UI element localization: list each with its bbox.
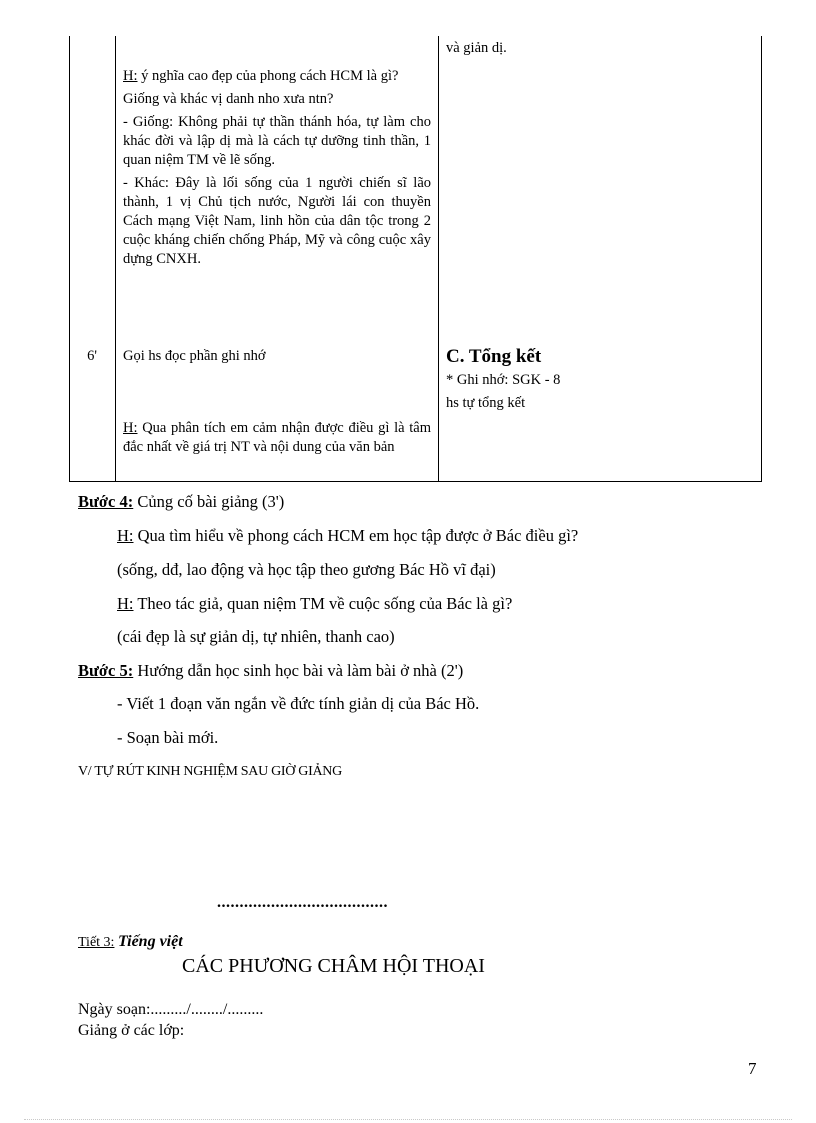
teacher-instruction: Gọi hs đọc phần ghi nhớ	[123, 348, 266, 364]
section-5-title: V/ TỰ RÚT KINH NGHIỆM SAU GIỜ GIẢNG	[78, 764, 342, 779]
table-cell-teacher-row1	[123, 67, 431, 273]
teacher-answer-khac: - Khác: Đây là lối sống của 1 người chiến sĩ lão thành, 1 vị Chủ tịch nước, Người lái con thuyền Cách mạng Việt Nam, linh hồn của dân tộc trong 2 cuộc kháng chiến chống Pháp, Mỹ và công cuộc xây dựng CNXH.	[123, 175, 431, 267]
lesson-subject: Tiếng việt	[117, 933, 183, 950]
lesson-giang-o: Giảng ở các lớp:	[78, 1022, 185, 1039]
step5-item-1: - Viết 1 đoạn văn ngắn về đức tính giản dị của Bác Hồ.	[117, 694, 480, 713]
page-number: 7	[748, 1059, 757, 1078]
teacher-question-2: H: Qua phân tích em cảm nhận được điều gì là tâm đắc nhất về giá trị NT và nội dung của văn bản	[123, 420, 431, 455]
step4-heading: Bước 4: Củng cố bài giảng (3')	[78, 492, 285, 511]
step4-answer-1: (sống, dđ, lao động và học tập theo gương Bác Hồ vĩ đại)	[117, 560, 496, 579]
step5-item-2: - Soạn bài mới.	[117, 728, 219, 747]
step5-heading: Bước 5: Hướng dẫn học sinh học bài và làm bài ở nhà (2')	[78, 661, 464, 680]
lesson-title: CÁC PHƯƠNG CHÂM HỘI THOẠI	[182, 955, 485, 977]
table-col-divider-1	[115, 36, 116, 482]
step4-answer-2: (cái đẹp là sự giản dị, tự nhiên, thanh cao)	[117, 627, 395, 646]
step4-question-2: H: Theo tác giả, quan niệm TM về cuộc sống của Bác là gì?	[117, 594, 513, 613]
lesson-tiet: Tiết 3: Tiếng việt	[78, 933, 183, 950]
separator-dots: ......................................	[217, 894, 388, 911]
content-tong-ket: hs tự tổng kết	[446, 395, 526, 411]
lesson-ngay-soan: Ngày soạn:........./......../.........	[78, 1001, 264, 1018]
table-cell-time: 6'	[87, 348, 97, 364]
lesson-table	[69, 36, 762, 482]
page-footer-border	[24, 1119, 792, 1120]
table-cell-content-row2	[446, 345, 752, 413]
table-border-right	[761, 36, 762, 482]
teacher-answer-giong: - Giống: Không phải tự thần thánh hóa, tự làm cho khác đời và lập dị mà là cách tự dưỡng tinh thần, 1 quan niệm TM về lẽ sống.	[123, 114, 431, 168]
table-cell-teacher-row2-question	[123, 419, 431, 461]
table-border-left	[69, 36, 70, 482]
table-border-bottom	[69, 481, 762, 482]
table-col-divider-2	[438, 36, 439, 482]
teacher-question-1: H: ý nghĩa cao đẹp của phong cách HCM là gì?	[123, 68, 399, 84]
table-cell-content-cont: và giản dị.	[446, 40, 507, 56]
step4-question-1: H: Qua tìm hiểu về phong cách HCM em học tập được ở Bác điều gì?	[117, 526, 579, 545]
section-heading-tong-ket: C. Tổng kết	[446, 346, 542, 367]
table-cell-teacher-row2	[123, 347, 431, 370]
content-ghi-nho: * Ghi nhớ: SGK - 8	[446, 372, 561, 388]
teacher-question-1b: Giống và khác vị danh nho xưa ntn?	[123, 91, 334, 107]
